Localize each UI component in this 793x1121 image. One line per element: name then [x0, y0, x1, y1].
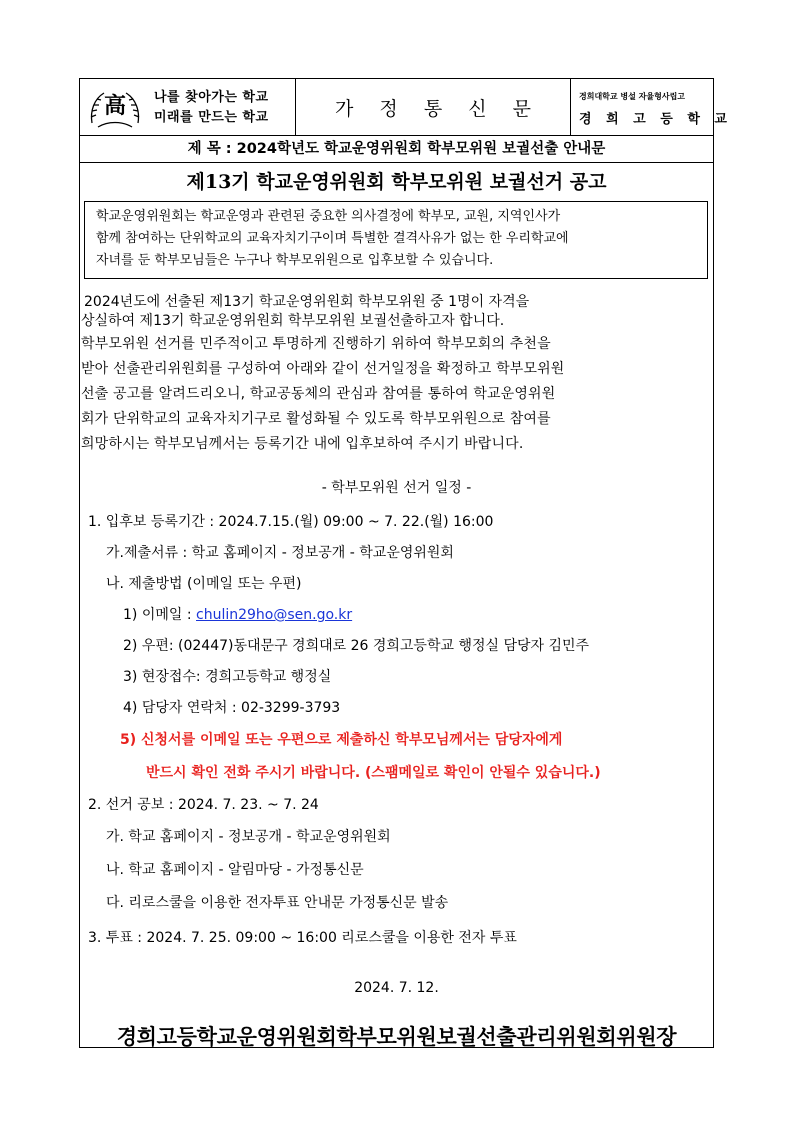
school-emblem-icon: [86, 83, 144, 131]
newsletter-header: [80, 79, 732, 136]
email-label: 1) 이메일 :: [123, 607, 197, 623]
schedule-item-1b3: 3) 현장접수: 경희고등학교 행정실: [123, 669, 332, 685]
schedule-item-1b4: 4) 담당자 연락처 : 02-3299-3793: [123, 700, 341, 716]
svg-text:高: 高: [103, 93, 127, 119]
email-link[interactable]: chulin29ho@sen.go.kr: [196, 607, 353, 623]
schedule-item-2: 2. 선거 공보 : 2024. 7. 23. ~ 7. 24: [88, 797, 319, 813]
body-line: 희망하시는 학부모님께서는 등록기간 내에 입후보하여 주시기 바랍니다.: [81, 436, 524, 452]
intro-line: 자녀를 둔 학부모님들은 누구나 학부모위원으로 입후보할 수 있습니다.: [96, 253, 494, 268]
newsletter-title: 가 정 통 신 문: [335, 97, 541, 120]
schedule-item-1b1: [123, 604, 352, 624]
school-motto: [154, 88, 269, 128]
header-left-cell: [80, 79, 296, 135]
body-line: 받아 선출관리위원회를 구성하여 아래와 같이 선거일정을 확정하고 학부모위원: [81, 361, 565, 377]
notice-title: 제13기 학교운영위원회 학부모위원 보궐선거 공고: [186, 171, 607, 193]
body-line: 선출 공고를 알려드리오니, 학교공동체의 관심과 참여를 통하여 학교운영위원: [81, 386, 556, 402]
school-name: 경 희 고 등 학 교: [579, 112, 732, 127]
committee-signature: 경희고등학교운영위원회학부모위원보궐선출관리위원회위원장: [116, 1025, 677, 1049]
school-info-cell: [571, 79, 732, 135]
schedule-heading: - 학부모위원 선거 일정 -: [321, 480, 472, 496]
notice-warning-line-2: 반드시 확인 전화 주시기 바랍니다. (스팸메일로 확인이 안될수 있습니다.): [146, 765, 601, 781]
subject-line: 제 목 : 2024학년도 학교운영위원회 학부모위원 보궐선출 안내문: [80, 136, 713, 163]
motto-line-1: 나를 찾아가는 학교: [154, 90, 269, 105]
schedule-item-2b: 나. 학교 홈페이지 - 알림마당 - 가정통신문: [106, 862, 364, 878]
schedule-item-2a: 가. 학교 홈페이지 - 정보공개 - 학교운영위원회: [106, 829, 391, 845]
intro-line: 학교운영위원회는 학교운영과 관련된 중요한 의사결정에 학부모, 교원, 지역인사가: [96, 209, 561, 224]
notice-warning-line-1: 5) 신청서를 이메일 또는 우편으로 제출하신 학부모님께서는 담당자에게: [120, 732, 563, 748]
notice-date: 2024. 7. 12.: [354, 980, 439, 996]
university-affiliation: 경희대학교 병설 자율형사립고: [579, 92, 686, 101]
body-line: 2024년도에 선출된 제13기 학교운영위원회 학부모위원 중 1명이 자격을: [84, 294, 530, 310]
schedule-item-3: 3. 투표 : 2024. 7. 25. 09:00 ~ 16:00 리로스쿨을 이용한 전자 투표: [88, 930, 517, 946]
intro-box: [84, 201, 708, 279]
schedule-item-2c: 다. 리로스쿨을 이용한 전자투표 안내문 가정통신문 발송: [106, 895, 449, 911]
schedule-item-1: 1. 입후보 등록기간 : 2024.7.15.(월) 09:00 ~ 7. 22.(월) 16:00: [88, 514, 494, 530]
body-line: 상실하여 제13기 학교운영위원회 학부모위원 보궐선출하고자 합니다.: [81, 313, 505, 329]
schedule-item-1b2: 2) 우편: (02447)동대문구 경희대로 26 경희고등학교 행정실 담당자 김민주: [123, 638, 590, 654]
schedule-item-1a: 가.제출서류 : 학교 홈페이지 - 정보공개 - 학교운영위원회: [106, 545, 454, 561]
body-line: 회가 단위학교의 교육자치기구로 활성화될 수 있도록 학부모위원으로 참여를: [81, 411, 551, 427]
motto-line-2: 미래를 만드는 학교: [154, 110, 269, 125]
newsletter-frame: [79, 78, 732, 1049]
intro-line: 함께 참여하는 단위학교의 교육자치기구이며 특별한 결격사유가 없는 한 우리학교에: [96, 231, 569, 246]
body-line: 학부모위원 선거를 민주적이고 투명하게 진행하기 위하여 학부모회의 추천을: [81, 336, 551, 352]
schedule-item-1b: 나. 제출방법 (이메일 또는 우편): [106, 576, 302, 592]
newsletter-title-cell: [296, 79, 571, 135]
